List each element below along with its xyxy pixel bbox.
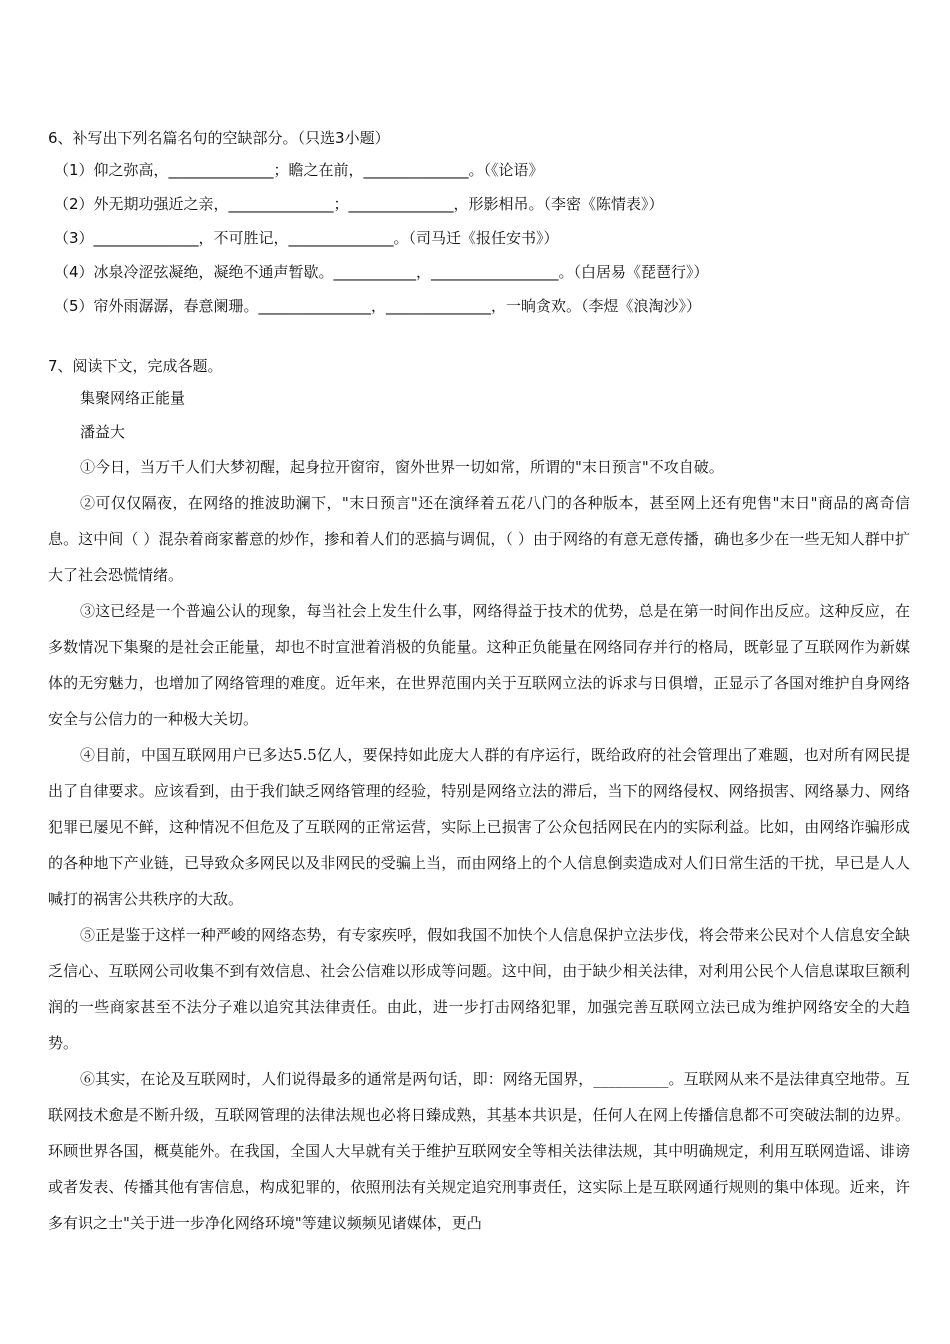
- paragraph-3: ③这已经是一个普遍公认的现象，每当社会上发生什么事，网络得益于技术的优势，总是在第一时间作出反应。这种反应，在多数情况下集聚的是社会正能量，却也不时宣泄着消极的负能量。这种正负能量在网络同存并行的格局，既彰显了互联网作为新媒体的无穷魅力，也增加了网络管理的难度。近年来，在世界范围内关于互联网立法的诉求与日俱增，正显示了各国对维护自身网络安全与公信力的一种极大关切。: [48, 602, 910, 728]
- question-6-item-1: （1）仰之弥高，______________；瞻之在前，______________。（《论语》: [54, 161, 544, 179]
- article-author: 潘益大: [80, 423, 126, 441]
- article-title: 集聚网络正能量: [80, 389, 186, 407]
- question-7-title: 7、阅读下文，完成各题。: [48, 357, 223, 375]
- paragraph-2: ②可仅仅隔夜，在网络的推波助澜下，"末日预言"还在演绎着五花八门的各种版本，甚至网上还有兜售"末日"商品的离奇信息。这中间（ ）混杂着商家蓄意的炒作，掺和着人们的恶搞与调侃，（ ）由于网络的有意无意传播，确也多少在一些无知人群中扩大了社会恐慌情绪。: [48, 494, 910, 584]
- question-6: [48, 123, 908, 323]
- question-6-item-2: （2）外无期功强近之亲，______________；______________，形影相吊。（李密《陈情表》）: [54, 195, 664, 213]
- question-6-title: 6、补写出下列名篇名句的空缺部分。（只选3小题）: [48, 129, 390, 147]
- question-6-item-4: （4）冰泉冷涩弦凝绝，凝绝不通声暂歇。___________，_________________。（白居易《琵琶行》）: [54, 263, 709, 281]
- paragraph-1: ①今日，当万千人们大梦初醒，起身拉开窗帘，窗外世界一切如常，所谓的"末日预言"不攻自破。: [80, 458, 724, 476]
- paragraph-4: ④目前，中国互联网用户已多达5.5亿人，要保持如此庞大人群的有序运行，既给政府的社会管理出了难题，也对所有网民提出了自律要求。应该看到，由于我们缺乏网络管理的经验，特别是网络立法的滞后，当下的网络侵权、网络损害、网络暴力、网络犯罪已屡见不鲜，这种情况不但危及了互联网的正常运营，实际上已损害了公众包括网民在内的实际利益。比如，由网络诈骗形成的各种地下产业链，已导致众多网民以及非网民的受骗上当，而由网络上的个人信息倒卖造成对人们日常生活的干扰，早已是人人喊打的祸害公共秩序的大敌。: [48, 746, 910, 908]
- paragraph-5: ⑤正是鉴于这样一种严峻的网络态势，有专家疾呼，假如我国不加快个人信息保护立法步伐，将会带来公民对个人信息安全缺乏信心、互联网公司收集不到有效信息、社会公信难以形成等问题。这中间，由于缺少相关法律，对利用公民个人信息谋取巨额利润的一些商家甚至不法分子难以追究其法律责任。由此，进一步打击网络犯罪，加强完善互联网立法已成为维护网络安全的大趋势。: [48, 926, 910, 1052]
- question-7: [48, 351, 910, 1241]
- question-6-item-3: （3）______________，不可胜记，______________。（司马迁《报任安书》）: [54, 229, 559, 247]
- paragraph-6: ⑥其实，在论及互联网时，人们说得最多的通常是两句话，即：网络无国界，__________。互联网从来不是法律真空地带。互联网技术愈是不断升级，互联网管理的法律法规也必将日臻成熟，其基本共识是，任何人在网上传播信息都不可突破法制的边界。环顾世界各国，概莫能外。在我国，全国人大早就有关于维护互联网安全等相关法律法规，其中明确规定，利用互联网造谣、诽谤或者发表、传播其他有害信息，构成犯罪的，依照刑法有关规定追究刑事责任，这实际上是互联网通行规则的集中体现。近来，许多有识之士"关于进一步净化网络环境"等建议频频见诸媒体，更凸: [48, 1070, 910, 1232]
- question-6-item-5: （5）帘外雨潺潺，春意阑珊。_______________，______________，一晌贪欢。（李煜《浪淘沙》）: [54, 297, 702, 315]
